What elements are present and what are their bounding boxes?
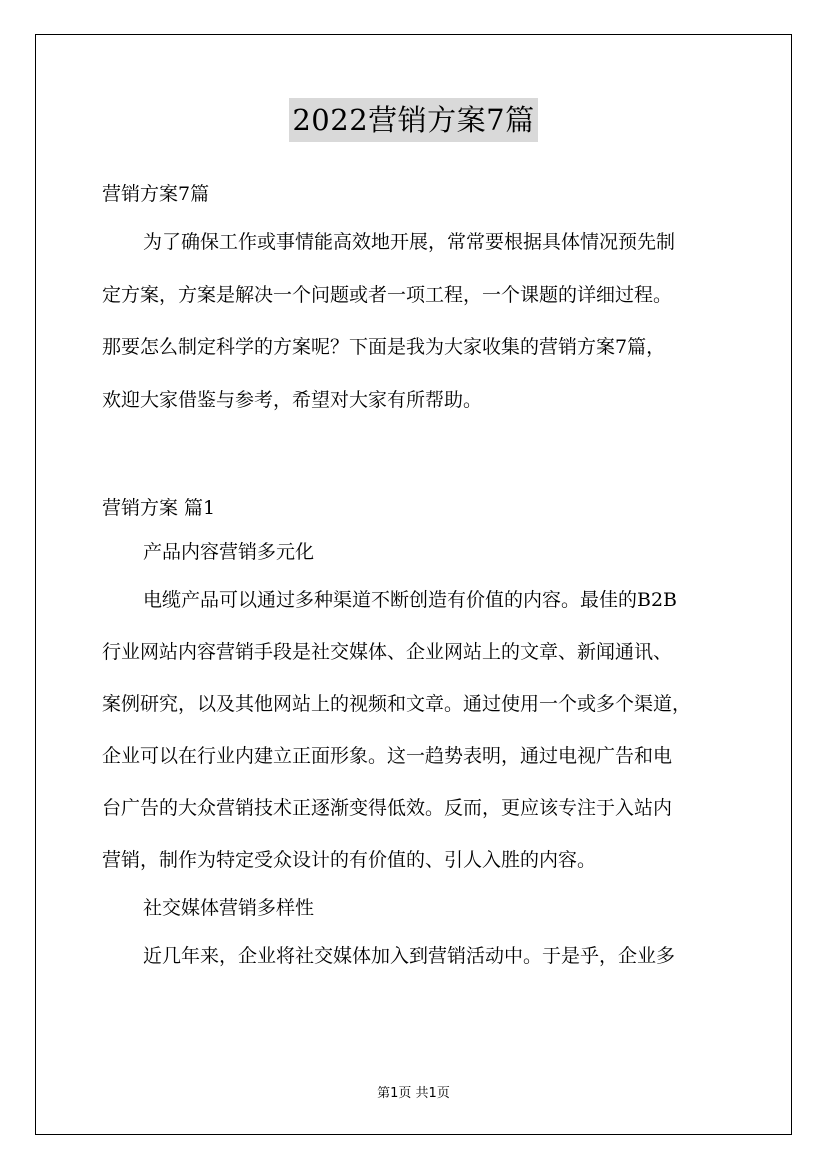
title-container [0, 98, 827, 142]
paragraph-line: 电缆产品可以通过多种渠道不断创造有价值的内容。最佳的B2B [143, 589, 678, 611]
section-gap [102, 426, 742, 486]
content-marketing-paragraph [102, 574, 742, 886]
document-body [102, 172, 742, 982]
subheading-content-marketing: 产品内容营销多元化 [143, 541, 315, 563]
subheading-social-media: 社交媒体营销多样性 [143, 897, 315, 919]
social-media-paragraph [102, 930, 742, 982]
section-heading: 营销方案 篇1 [102, 497, 216, 519]
document-subtitle: 营销方案7篇 [102, 183, 210, 205]
intro-line: 为了确保工作或事情能高效地开展，常常要根据具体情况预先制 [143, 231, 676, 253]
page-footer: 第1页 共1页 [377, 1086, 450, 1101]
intro-line: 定方案，方案是解决一个问题或者一项工程，一个课题的详细过程。 [102, 283, 673, 306]
intro-line: 那要怎么制定科学的方案呢？下面是我为大家收集的营销方案7篇， [102, 336, 666, 358]
paragraph-line: 近几年来，企业将社交媒体加入到营销活动中。于是乎，企业多 [143, 945, 676, 967]
paragraph-line: 行业网站内容营销手段是社交媒体、企业网站上的文章、新闻通讯、 [102, 641, 673, 663]
paragraph-line: 台广告的大众营销技术正逐渐变得低效。反而，更应该专注于入站内 [102, 797, 673, 819]
document-title: 2022营销方案7篇 [289, 98, 537, 142]
paragraph-line: 案例研究，以及其他网站上的视频和文章。通过使用一个或多个渠道， [102, 693, 692, 715]
intro-line: 欢迎大家借鉴与参考，希望对大家有所帮助。 [102, 388, 483, 411]
paragraph-line: 营销，制作为特定受众设计的有价值的、引人入胜的内容。 [102, 849, 597, 871]
intro-paragraph [102, 216, 742, 426]
paragraph-line: 企业可以在行业内建立正面形象。这一趋势表明，通过电视广告和电 [102, 745, 673, 767]
